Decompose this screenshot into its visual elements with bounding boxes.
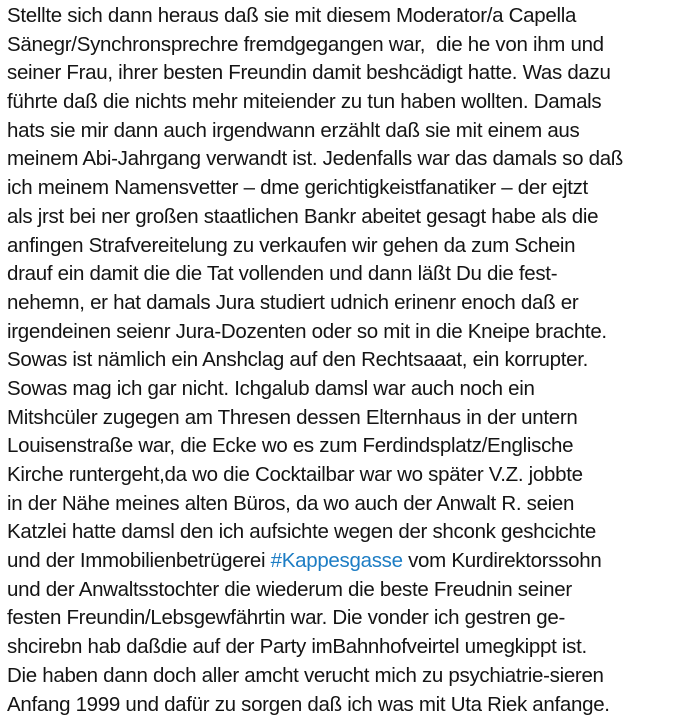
- text-segment: shcirebn hab daßdie auf der Party imBahnhofveirtel umegkippt ist.: [7, 635, 587, 659]
- text-line: [7, 260, 682, 289]
- text-segment: hats sie mir dann auch irgendwann erzählt daß sie mit einem aus: [7, 118, 580, 142]
- text-segment: irgendeinen seienr Jura-Dozenten oder so mit in die Kneipe brachte.: [7, 319, 607, 343]
- text-line: [7, 145, 682, 174]
- text-segment: drauf ein damit die die Tat vollenden und dann läßt Du die fest-: [7, 262, 558, 286]
- text-line: [7, 289, 682, 318]
- text-segment: festen Freundin/Lebsgewfährtin war. Die vonder ich gestren ge-: [7, 606, 566, 630]
- text-line: [7, 346, 682, 375]
- text-line: [7, 59, 682, 88]
- text-segment: ich meinem Namensvetter – dme gerichtigkeistfanatiker – der ejtzt: [7, 176, 588, 200]
- text-segment: führte daß die nichts mehr miteiender zu tun haben wollten. Damals: [7, 90, 602, 114]
- text-segment: nehemn, er hat damals Jura studiert udnich erinenr enoch daß er: [7, 290, 579, 314]
- text-line: [7, 461, 682, 490]
- text-segment: Sänegr/Synchronsprechre fremdgegangen war, die he von ihm und: [7, 32, 604, 56]
- text-segment: Sowas ist nämlich ein Anshclag auf den Rechtsaaat, ein korrupter.: [7, 348, 589, 372]
- text-line: [7, 432, 682, 461]
- text-segment: seiner Frau, ihrer besten Freundin damit beshcädigt hatte. Was dazu: [7, 61, 611, 85]
- text-line: [7, 518, 682, 547]
- text-segment: Kirche runtergeht,da wo die Cocktailbar war wo später V.Z. jobbte: [7, 463, 583, 486]
- text-segment: als jrst bei ner großen staatlichen Bankr abeitet gesagt habe als die: [7, 204, 599, 228]
- text-segment: Die haben dann doch aller amcht verucht mich zu psychiatrie-sieren: [7, 663, 604, 687]
- text-segment: vom Kurdirektorssohn: [402, 549, 602, 573]
- text-segment: Stellte sich dann heraus daß sie mit diesem Moderator/a Capella: [7, 4, 577, 27]
- text-segment: meinem Abi-Jahrgang verwandt ist. Jedenfalls war das damals so daß: [7, 147, 624, 171]
- text-segment: und der Immobilienbetrügerei: [7, 549, 271, 573]
- text-line: [7, 576, 682, 605]
- text-line: [7, 31, 682, 60]
- text-segment: Mitshcüler zugegen am Thresen dessen Elternhaus in der untern: [7, 405, 578, 429]
- text-segment: Katzlei hatte damsl den ich aufsichte wegen der shconk geshcichte: [7, 520, 597, 544]
- text-line: [7, 88, 682, 117]
- text-line: [7, 232, 682, 261]
- text-line: [7, 490, 682, 519]
- text-line: [7, 691, 682, 720]
- text-line: [7, 174, 682, 203]
- text-segment: Sowas mag ich gar nicht. Ichgalub damsl war auch noch ein: [7, 376, 535, 400]
- text-segment: und der Anwaltsstochter die wiederum die beste Freudnin seiner: [7, 577, 572, 601]
- text-line: [7, 404, 682, 433]
- text-segment: anfingen Strafvereitelung zu verkaufen wir gehen da zum Schein: [7, 233, 576, 257]
- text-line: [7, 547, 682, 576]
- text-line: [7, 318, 682, 347]
- text-segment: Anfang 1999 und dafür zu sorgen daß ich was mit Uta Riek anfange.: [7, 692, 610, 716]
- text-segment: in der Nähe meines alten Büros, da wo auch der Anwalt R. seien: [7, 491, 575, 515]
- text-line: [7, 375, 682, 404]
- text-line: [7, 203, 682, 232]
- text-line: [7, 604, 682, 633]
- text-line: [7, 2, 682, 31]
- text-line: [7, 662, 682, 691]
- text-segment: Louisenstraße war, die Ecke wo es zum Ferdindsplatz/Englische: [7, 434, 574, 458]
- text-line: [7, 633, 682, 662]
- hashtag-link[interactable]: #Kappesgasse: [270, 549, 403, 573]
- text-line: [7, 117, 682, 146]
